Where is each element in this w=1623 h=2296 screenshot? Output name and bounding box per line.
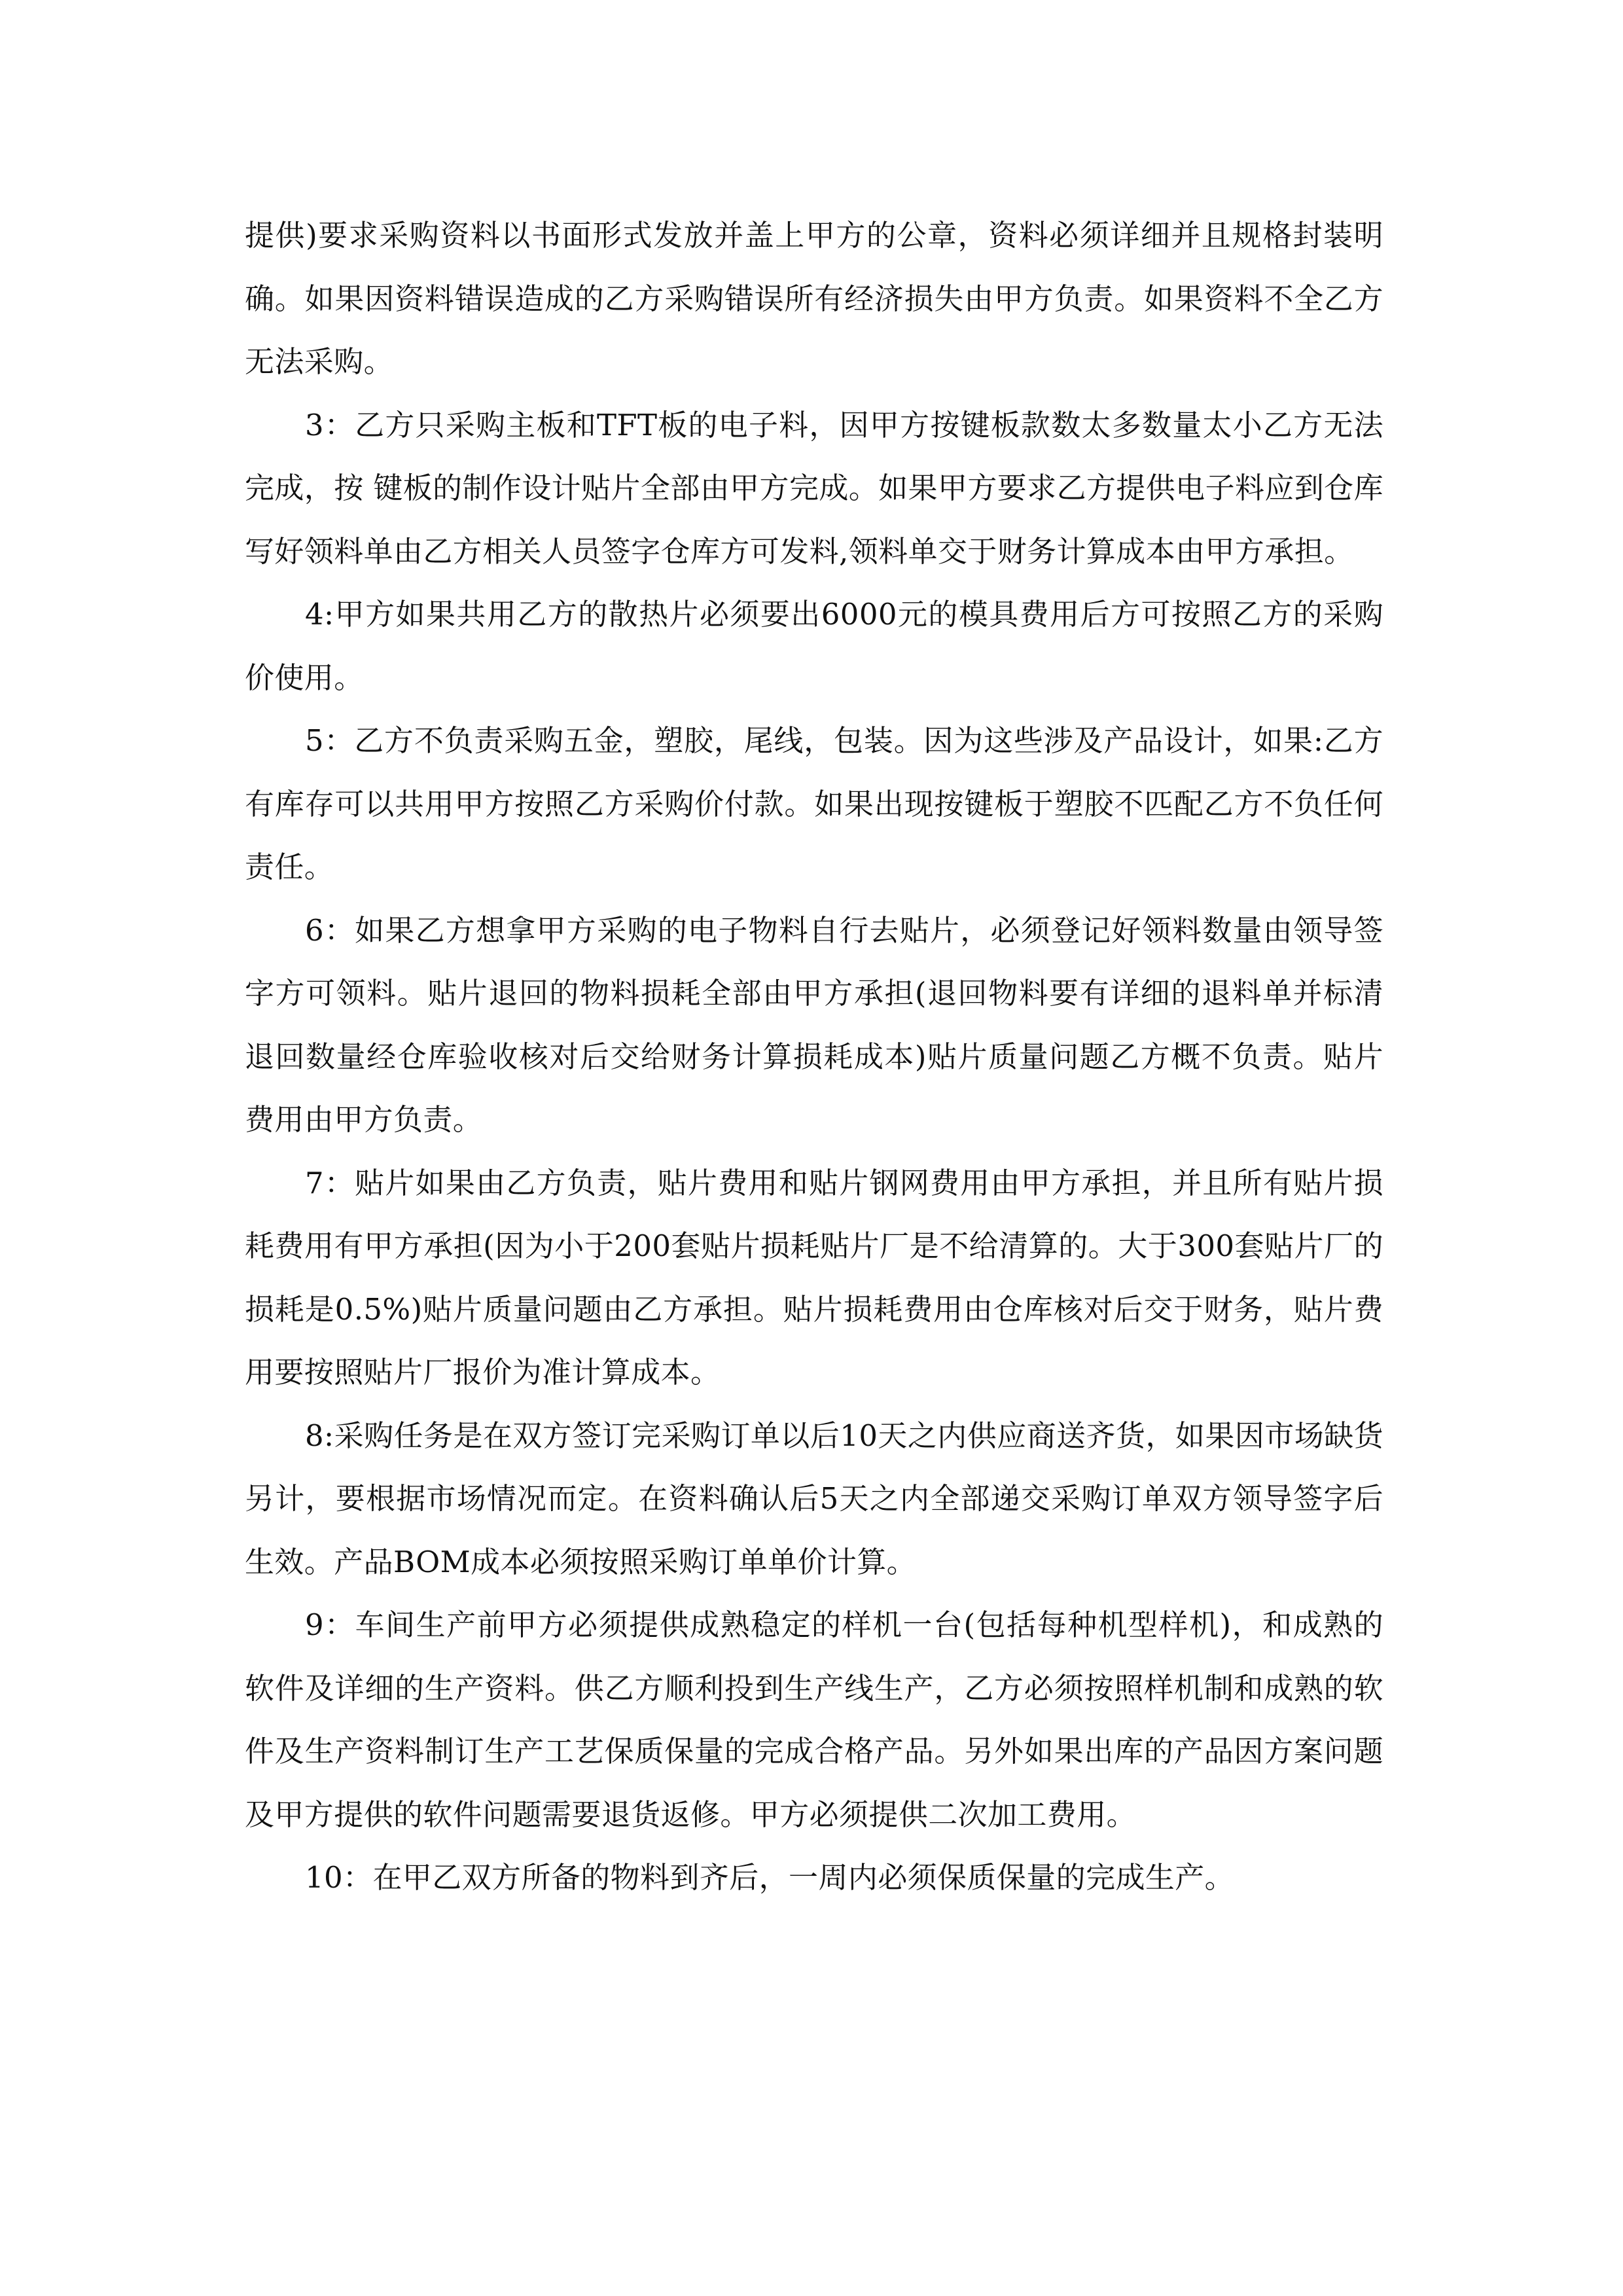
paragraph-continued: 提供)要求采购资料以书面形式发放并盖上甲方的公章，资料必须详细并且规格封装明确。如果因资料错误造成的乙方采购错误所有经济损失由甲方负责。如果资料不全乙方无法采购。 (245, 218, 1383, 379)
paragraph-clause-5: 5：乙方不负责采购五金，塑胶，尾线，包装。因为这些涉及产品设计，如果:乙方有库存可以共用甲方按照乙方采购价付款。如果出现按键板于塑胶不匹配乙方不负任何责任。 (245, 723, 1383, 884)
paragraph-clause-7: 7：贴片如果由乙方负责，贴片费用和贴片钢网费用由甲方承担，并且所有贴片损耗费用有甲方承担(因为小于200套贴片损耗贴片厂是不给清算的。大于300套贴片厂的损耗是0.5%)贴片质量问题由乙方承担。贴片损耗费用由仓库核对后交于财务，贴片费用要按照贴片厂报价为准计算成本。 (245, 1165, 1383, 1390)
paragraph-clause-10: 10：在甲乙双方所备的物料到齐后，一周内必须保质保量的完成生产。 (305, 1860, 1235, 1895)
paragraph-clause-6: 6：如果乙方想拿甲方采购的电子物料自行去贴片，必须登记好领料数量由领导签字方可领料。贴片退回的物料损耗全部由甲方承担(退回物料要有详细的退料单并标清退回数量经仓库验收核对后交给财务计算损耗成本)贴片质量问题乙方概不负责。贴片费用由甲方负责。 (245, 912, 1383, 1137)
document-body (245, 204, 1383, 1910)
paragraph-clause-8: 8:采购任务是在双方签订完采购订单以后10天之内供应商送齐货，如果因市场缺货另计，要根据市场情况而定。在资料确认后5天之内全部递交采购订单双方领导签字后生效。产品BOM成本必须按照采购订单单价计算。 (245, 1418, 1383, 1579)
paragraph-clause-9: 9：车间生产前甲方必须提供成熟稳定的样机一台(包括每种机型样机)，和成熟的软件及详细的生产资料。供乙方顺利投到生产线生产，乙方必须按照样机制和成熟的软件及生产资料制订生产工艺保质保量的完成合格产品。另外如果出库的产品因方案问题及甲方提供的软件问题需要退货返修。甲方必须提供二次加工费用。 (245, 1607, 1383, 1832)
paragraph-clause-4: 4:甲方如果共用乙方的散热片必须要出6000元的模具费用后方可按照乙方的采购价使用。 (245, 597, 1383, 695)
paragraph-clause-3: 3：乙方只采购主板和TFT板的电子料，因甲方按键板款数太多数量太小乙方无法完成，按 键板的制作设计贴片全部由甲方完成。如果甲方要求乙方提供电子料应到仓库写好领料单由乙方相关人员签字仓库方可发料,领料单交于财务计算成本由甲方承担。 (245, 407, 1383, 569)
